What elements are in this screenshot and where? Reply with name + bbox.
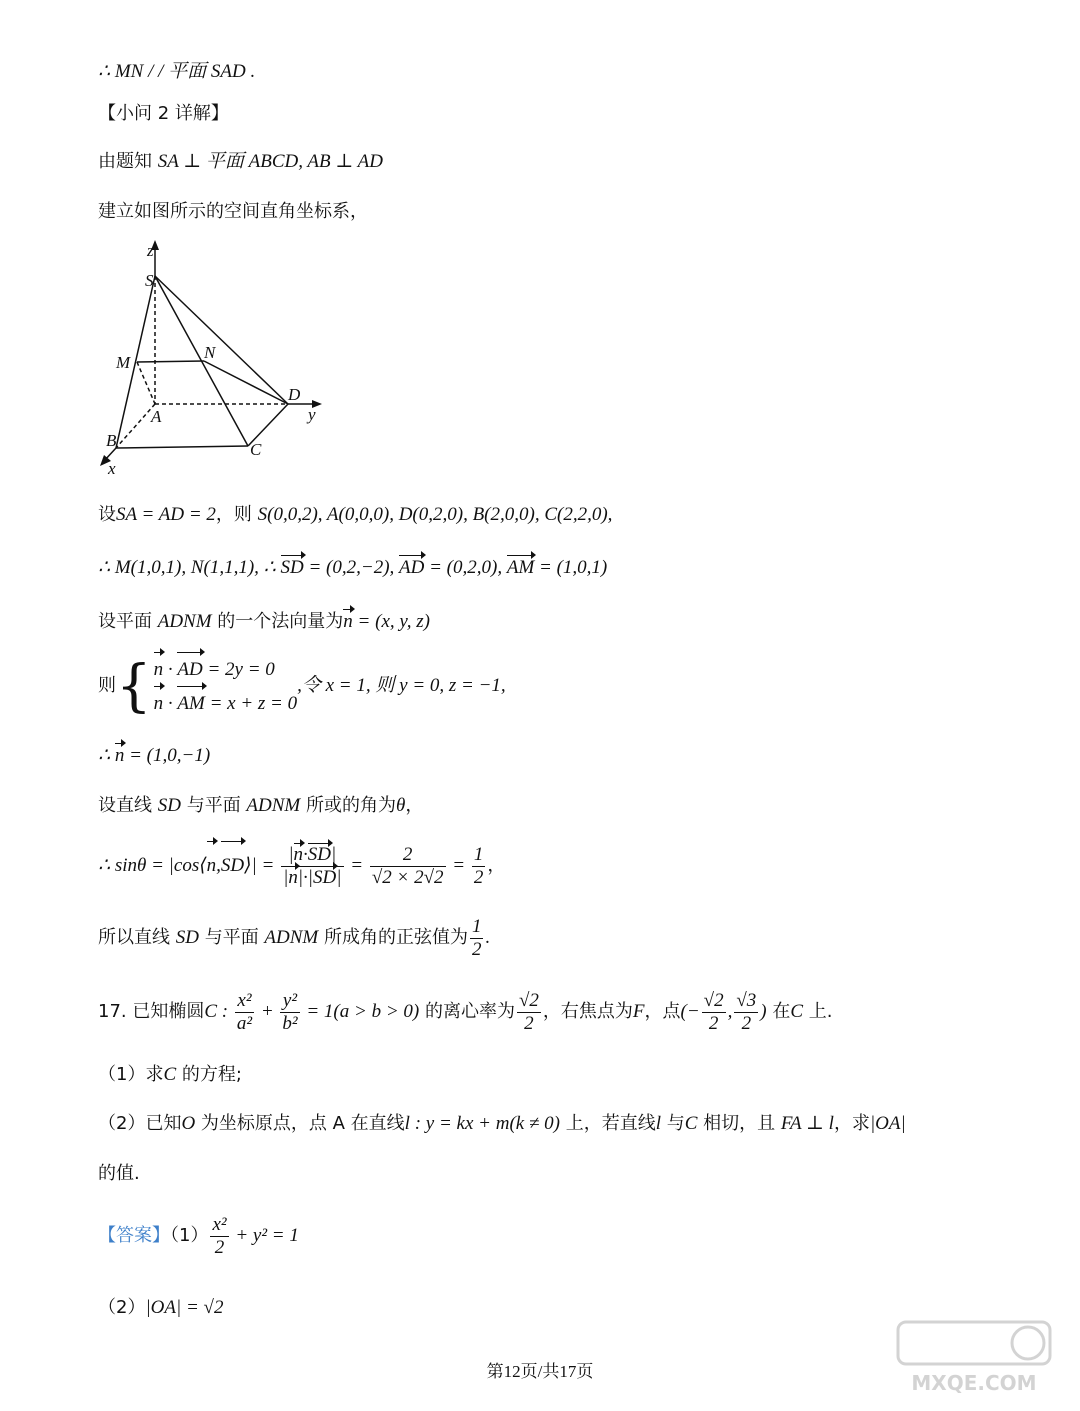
numerator: √3	[736, 990, 757, 1012]
edge-SD	[155, 276, 288, 404]
math-expr: = 1(a > b > 0)	[301, 1001, 420, 1022]
text-line	[98, 1112, 906, 1136]
text: 所成角的正弦值为	[318, 927, 468, 948]
text: 的值.	[98, 1163, 140, 1184]
text: ，点	[644, 1001, 681, 1022]
math-expr: |OA| = √2	[145, 1297, 224, 1318]
equation-1: n · AD = 2y = 0	[154, 653, 297, 687]
text-line	[98, 1162, 140, 1186]
math-expr: =	[447, 855, 470, 876]
text: ，则	[215, 504, 258, 525]
page-footer: 第12页/共17页	[486, 1362, 594, 1381]
math-expr: ,令 x = 1, 则 y = 0, z = −1,	[297, 675, 506, 696]
text-line	[98, 503, 612, 527]
math-expr: = (x, y, z)	[352, 611, 430, 632]
math-expr: ADNM	[157, 611, 212, 632]
label-A: A	[151, 407, 162, 426]
abs-bar: |	[283, 867, 289, 889]
math-expr: = x + z = 0	[204, 692, 298, 714]
text-line	[98, 556, 607, 580]
vector-n: n	[288, 867, 298, 889]
numerator: √2	[703, 990, 724, 1012]
text: 上，若直线	[559, 1113, 656, 1134]
text-line	[98, 1063, 242, 1087]
math-expr: +	[256, 1001, 279, 1022]
vector-SD: SD	[313, 867, 337, 889]
denominator: 2	[524, 1013, 534, 1035]
vector-n: n	[343, 611, 353, 632]
denominator: 2	[473, 867, 484, 889]
geometry-figure	[98, 238, 338, 478]
vector-AD: AD	[177, 653, 202, 687]
denominator: b²	[282, 1013, 298, 1035]
math-expr: (−	[680, 1001, 700, 1022]
math-expr: ADNM	[264, 927, 319, 948]
text: 则	[98, 675, 116, 696]
label-x: x	[108, 459, 116, 478]
text: 相切，且	[697, 1113, 781, 1134]
equation-system	[154, 653, 297, 721]
equation-2: n · AM = x + z = 0	[154, 687, 297, 721]
denominator: √2 × 2√2	[371, 867, 444, 889]
denominator: a²	[236, 1013, 253, 1035]
text: 建立如图所示的空间直角坐标系，	[98, 201, 368, 222]
math-expr: SD	[157, 795, 181, 816]
vector-AM: AM	[506, 557, 535, 578]
text: （2）	[98, 1297, 146, 1318]
text: 与平面	[180, 795, 247, 816]
math-expr: ∴ M(1,0,1), N(1,1,1), ∴	[98, 557, 281, 578]
heading-text: 【小问 2 详解】	[98, 103, 229, 124]
text: 的一个法向量为	[211, 611, 344, 632]
label-C: C	[250, 440, 262, 459]
math-expr: F	[632, 1001, 645, 1022]
answer-tag: 【答案】	[98, 1225, 170, 1246]
vector-SD: SD	[221, 842, 244, 890]
math-expr: ∴ MN / / 平面 SAD .	[98, 61, 256, 82]
numerator: x²	[235, 990, 254, 1013]
abs-bar: |	[336, 867, 342, 889]
numerator: √2	[518, 990, 539, 1012]
watermark-text: MXQE.COM	[911, 1371, 1037, 1395]
text: 的离心率为	[419, 1001, 515, 1022]
text: 为坐标原点，点 A 在直线	[195, 1113, 405, 1134]
text: 由题知	[98, 151, 158, 172]
numerator: x²	[212, 1214, 227, 1236]
text: ，	[487, 855, 506, 876]
text: 设直线	[98, 795, 158, 816]
denominator: 2	[214, 1237, 225, 1259]
denominator: 2	[741, 1013, 752, 1035]
vector-SD: SD	[280, 557, 304, 578]
text-line	[98, 842, 505, 890]
fraction	[470, 916, 484, 961]
text: 17. 已知椭圆	[98, 1001, 205, 1022]
text-line	[98, 60, 255, 84]
vector-n: n	[207, 842, 217, 890]
abs-bar: |	[288, 844, 294, 866]
fraction	[517, 990, 541, 1035]
text-line	[98, 794, 423, 818]
math-expr: + y² = 1	[230, 1225, 299, 1246]
label-S: S	[145, 271, 154, 290]
text: 与	[660, 1113, 685, 1134]
denominator	[281, 867, 343, 889]
text: 设平面	[98, 611, 158, 632]
numerator: 1	[473, 844, 484, 866]
math-expr: FA ⊥ l	[780, 1113, 834, 1134]
math-expr: C	[790, 1001, 804, 1022]
label-M: M	[116, 353, 131, 372]
text: （2）已知	[98, 1113, 182, 1134]
vector-AD: AD	[399, 557, 425, 578]
vector-n: n	[114, 745, 125, 766]
math-expr: ∴ sinθ = |cos⟨	[98, 855, 207, 876]
answer-line	[98, 1212, 299, 1260]
fraction	[235, 990, 254, 1035]
text-line	[98, 150, 383, 174]
label-y: y	[308, 405, 316, 424]
math-expr: C	[684, 1113, 698, 1134]
denominator: 2	[471, 939, 482, 961]
watermark-logo	[894, 1318, 1054, 1398]
fraction	[210, 1214, 228, 1259]
math-expr: = 2y = 0	[202, 658, 275, 680]
text-line	[98, 744, 210, 768]
math-expr: ,	[216, 855, 221, 876]
math-expr: θ	[395, 795, 406, 816]
text-line	[98, 200, 368, 224]
edge-AB	[116, 404, 155, 448]
fraction	[370, 844, 446, 889]
text: 所以直线	[98, 927, 176, 948]
math-expr: |OA|	[869, 1113, 906, 1134]
math-expr: = (0,2,0),	[424, 557, 507, 578]
math-expr: =	[345, 855, 368, 876]
abs-bar: |·|	[297, 867, 314, 889]
math-expr: SD	[175, 927, 199, 948]
text: ，右焦点为	[542, 1001, 633, 1022]
text: 在	[766, 1001, 791, 1022]
numerator: y²	[280, 990, 299, 1013]
vector-n: n	[154, 653, 164, 687]
text-line	[98, 1296, 223, 1320]
text: ，求	[833, 1113, 870, 1134]
fraction	[734, 990, 758, 1035]
math-expr: )	[760, 1001, 767, 1022]
numerator: 2	[370, 844, 446, 867]
fraction	[472, 844, 486, 889]
math-expr: .	[485, 927, 491, 948]
fraction	[281, 844, 343, 889]
numerator: 1	[471, 916, 482, 938]
denominator: 2	[708, 1013, 719, 1035]
label-B: B	[106, 431, 117, 450]
math-expr: C	[163, 1064, 177, 1085]
math-expr: = (1,0,−1)	[124, 745, 211, 766]
math-expr: = (1,0,1)	[534, 557, 608, 578]
label-N: N	[204, 343, 216, 362]
edge-BC	[116, 446, 248, 448]
text: 上.	[803, 1001, 833, 1022]
math-expr: l : y = kx + m(k ≠ 0)	[404, 1113, 560, 1134]
label-D: D	[288, 385, 301, 404]
math-expr: SA ⊥ 平面 ABCD, AB ⊥ AD	[157, 151, 383, 172]
text-line	[98, 914, 490, 962]
math-expr: ⟩| =	[244, 855, 280, 876]
dot: ·	[303, 844, 308, 866]
math-expr: ADNM	[246, 795, 301, 816]
text: 设	[98, 504, 116, 525]
edge-ND	[204, 361, 288, 404]
text: （1）求	[98, 1064, 164, 1085]
vector-SD: SD	[307, 844, 332, 866]
left-brace-icon: {	[116, 653, 152, 719]
math-expr: S(0,0,2), A(0,0,0), D(0,2,0), B(2,0,0), C(2,2,0),	[257, 504, 613, 525]
math-expr: C :	[204, 1001, 233, 1022]
label-z: z	[147, 241, 154, 260]
text: ，	[405, 795, 424, 816]
vector-AM: AM	[177, 687, 204, 721]
text: 的方程;	[176, 1064, 242, 1085]
abs-bar: |	[331, 844, 337, 866]
math-expr: = (0,2,−2),	[303, 557, 400, 578]
vector-n: n	[154, 687, 164, 721]
math-expr: ,	[727, 1001, 733, 1022]
math-expr: SA = AD = 2	[116, 504, 216, 525]
text: 与平面	[198, 927, 265, 948]
text-line	[98, 610, 430, 634]
fraction	[702, 990, 726, 1035]
vector-n: n	[293, 844, 304, 866]
text: （1）	[170, 1225, 209, 1246]
text: 所或的角为	[300, 795, 396, 816]
fraction	[280, 990, 299, 1035]
edge-MN	[137, 361, 204, 362]
section-heading	[98, 102, 229, 126]
problem-17	[98, 988, 832, 1036]
equation-system-line	[98, 652, 506, 721]
math-expr: O	[181, 1113, 196, 1134]
edge-MA	[137, 362, 155, 404]
math-expr: ∴	[98, 745, 115, 766]
math-expr: l	[655, 1113, 661, 1134]
